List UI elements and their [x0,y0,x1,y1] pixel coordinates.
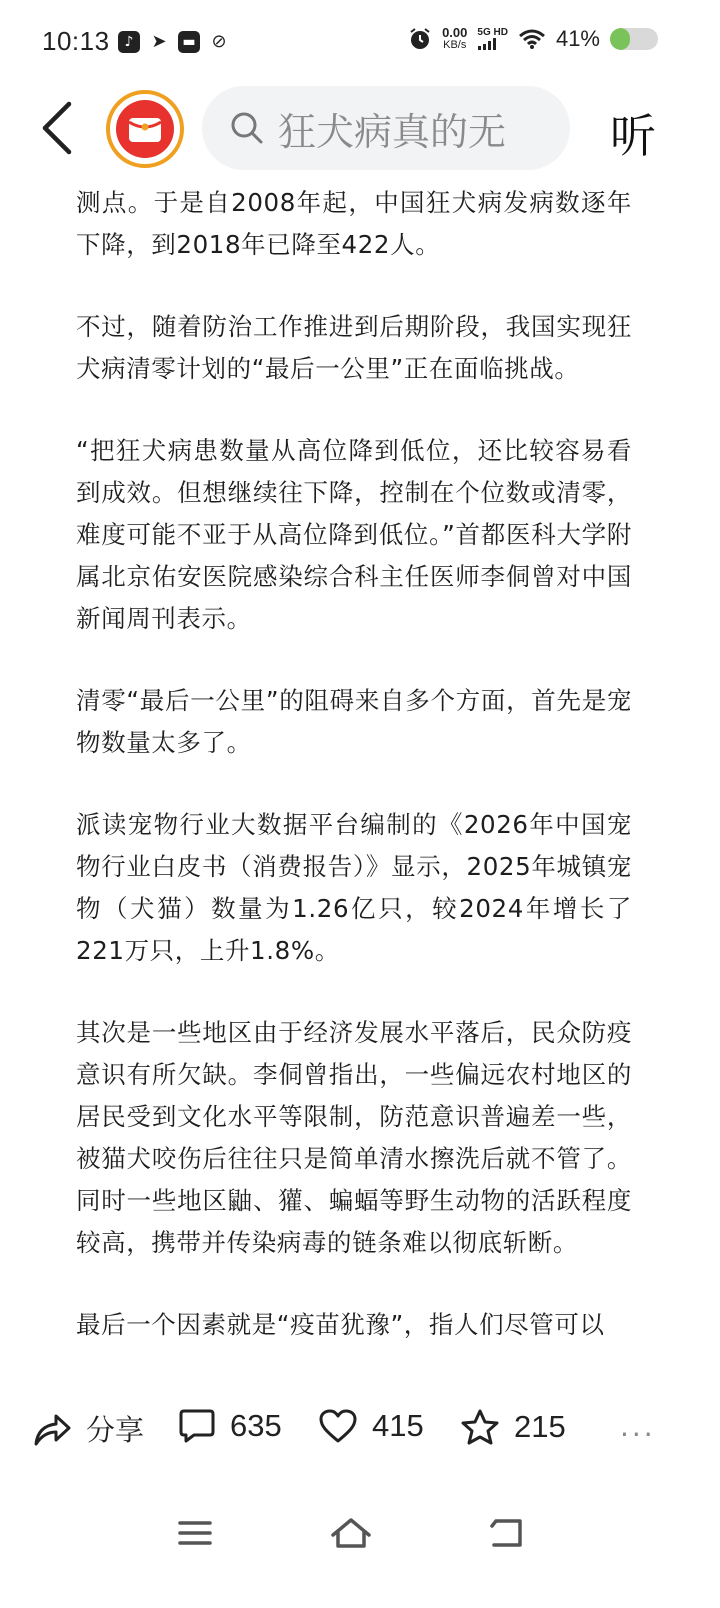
tiktok-icon: ♪ [118,31,140,53]
status-time: 10:13 [42,26,110,56]
search-input[interactable] [202,86,570,170]
net-speed-value: 0.00 [442,25,468,40]
back-nav-button[interactable] [482,1508,532,1558]
action-bar [0,1390,720,1474]
red-envelope-icon [116,100,174,158]
article-paragraph: 最后一个因素就是“疫苗犹豫”，指人们尽管可以 [76,1310,605,1339]
battery-icon [610,28,658,50]
comment-icon [178,1408,216,1444]
search-query: 狂犬病真的无 [278,109,507,154]
status-bar [0,0,720,86]
share-icon [32,1410,72,1448]
favorite-button[interactable] [460,1408,566,1446]
listen-button[interactable]: 听 [610,109,656,163]
account-avatar[interactable] [106,90,184,168]
article-paragraph: 测点。于是自2008年起，中国狂犬病发病数逐年下降，到2018年已降至422人。 [76,188,632,259]
battery-percent: 41% [555,26,600,51]
comment-button[interactable] [178,1408,282,1444]
share-button[interactable] [32,1408,144,1449]
article-paragraph: 派读宠物行业大数据平台编制的《2026年中国宠物行业白皮书（消费报告）》显示，2025年城镇宠物（犬猫）数量为1.26亿只，较2024年增长了221万只，上升1.8%。 [76,810,632,965]
system-nav-bar [0,1500,720,1600]
return-icon [488,1516,526,1550]
back-button[interactable] [36,100,76,156]
status-right [408,26,658,52]
article-paragraph: 其次是一些地区由于经济发展水平落后，民众防疫意识有所欠缺。李侗曾指出，一些偏远农村地区的居民受到文化水平等限制，防范意识普遍差一些，被猫犬咬伤后往往只是简单清水擦洗后就不管了。同时一些地区鼬、獾、蝙蝠等野生动物的活跃程度较高，携带并传染病毒的链条难以彻底斩断。 [76,1018,632,1257]
link-icon: ⊘ [208,31,230,53]
network-indicator [477,28,508,50]
heart-icon [318,1408,358,1444]
alarm-icon [408,27,432,51]
battery-fill [610,28,630,50]
top-nav [0,86,720,176]
telegram-icon: ➤ [148,31,170,53]
message-icon: ▬ [178,31,200,53]
search-icon [230,111,264,145]
net-speed [442,26,467,52]
home-button[interactable] [326,1508,376,1558]
home-icon [329,1515,373,1551]
article-paragraph: “把狂犬病患数量从高位降到低位，还比较容易看到成效。但想继续往下降，控制在个位数或清零，难度可能不亚于从高位降到低位。”首都医科大学附属北京佑安医院感染综合科主任医师李侗曾对中国新闻周刊表示。 [76,436,632,633]
net-speed-unit: KB/s [443,39,467,51]
more-button[interactable]: ··· [620,1418,656,1451]
favorite-count: 215 [514,1409,566,1444]
notification-icons [118,31,230,53]
comment-count: 635 [230,1408,282,1443]
article-body [76,182,632,1386]
menu-icon [177,1518,213,1548]
wifi-icon [518,28,546,50]
like-button[interactable] [318,1408,424,1444]
signal-icon [477,38,499,50]
menu-button[interactable] [170,1508,220,1558]
star-icon [460,1408,500,1446]
like-count: 415 [372,1408,424,1443]
network-type: 5G HD [477,27,508,38]
article-paragraph: 清零“最后一公里”的阻碍来自多个方面，首先是宠物数量太多了。 [76,686,632,757]
article-paragraph: 不过，随着防治工作推进到后期阶段，我国实现狂犬病清零计划的“最后一公里”正在面临挑战。 [76,312,632,383]
share-label: 分享 [86,1413,145,1447]
chevron-left-icon [39,100,73,156]
